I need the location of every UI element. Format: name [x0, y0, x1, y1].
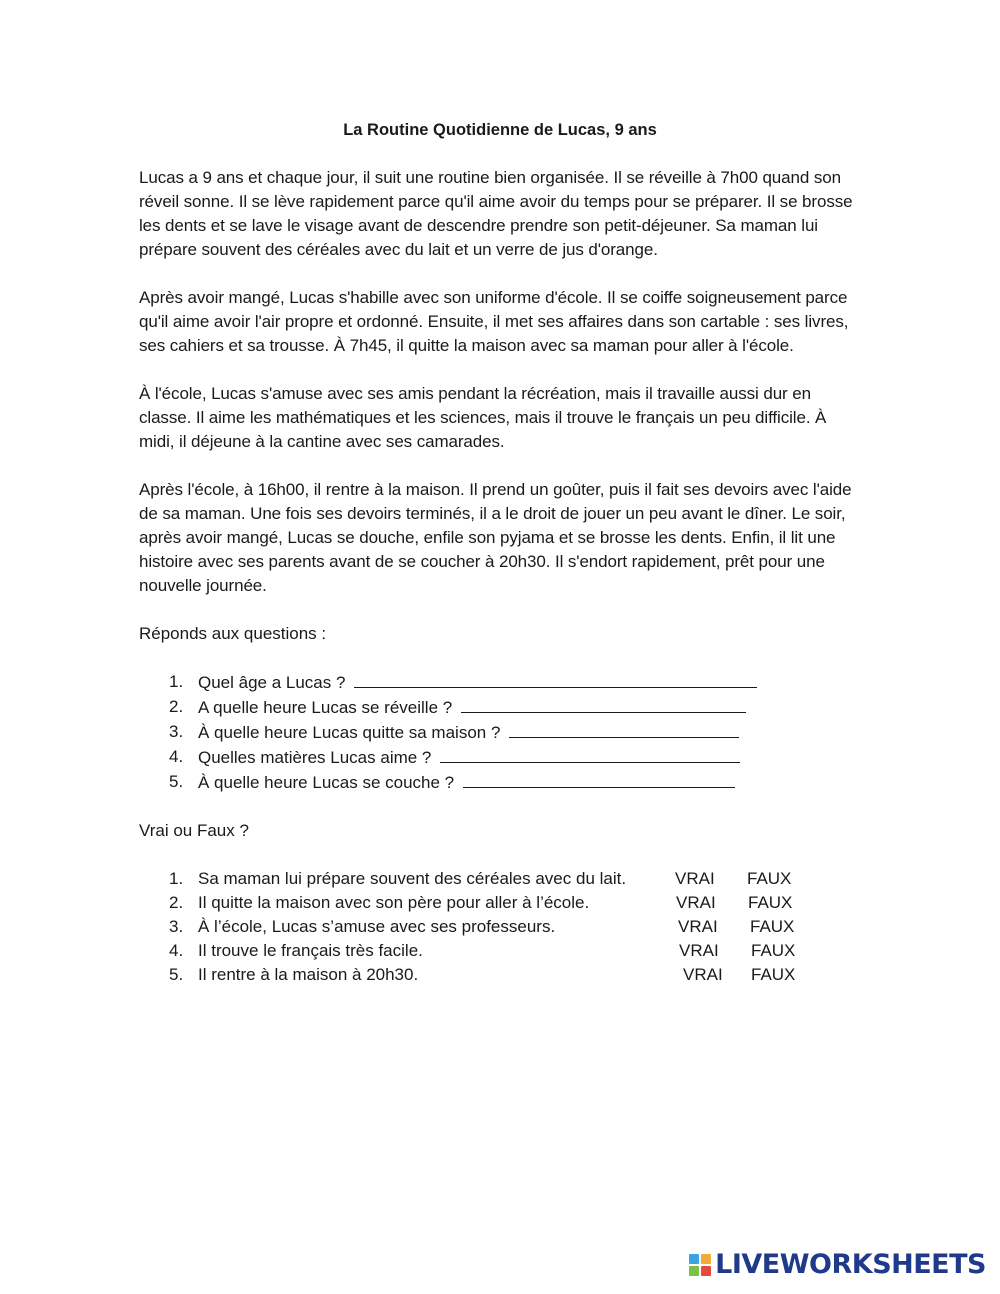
vrai-option[interactable]: VRAI: [676, 893, 716, 912]
truefalse-number: 1.: [169, 869, 184, 888]
faux-option[interactable]: FAUX: [751, 965, 796, 984]
question-number: 2.: [169, 697, 184, 716]
truefalse-item: [139, 891, 861, 915]
questions-label: Réponds aux questions :: [139, 624, 327, 643]
truefalse-item: [139, 963, 861, 987]
truefalse-number: 3.: [169, 917, 184, 936]
paragraph-4: Après l'école, à 16h00, il rentre à la maison. Il prend un goûter, puis il fait ses devoirs avec l'aide de sa maman. Une fois ses devoirs terminés, il a le droit de jouer un peu avant le dîner. Le soir, après avoir mangé, Lucas se douche, enfile son pyjama et se brosse les dents. Enfin, il lit une histoire avec ses parents avant de se coucher à 20h30. Il s'endort rapidement, prêt pour une nouvelle journée.: [139, 480, 852, 595]
faux-option[interactable]: FAUX: [748, 893, 793, 912]
truefalse-statement: À l’école, Lucas s’amuse avec ses professeurs.: [198, 917, 556, 936]
truefalse-statement: Il quitte la maison avec son père pour aller à l’école.: [198, 893, 590, 912]
answer-blank[interactable]: [463, 770, 735, 788]
truefalse-item: [139, 867, 861, 891]
question-text: Quel âge a Lucas ?: [198, 673, 346, 692]
vrai-option[interactable]: VRAI: [675, 869, 715, 888]
faux-option[interactable]: FAUX: [750, 917, 795, 936]
truefalse-list: [139, 867, 861, 987]
logo-block: [701, 1266, 711, 1276]
answer-blank[interactable]: [461, 695, 746, 713]
liveworksheets-logo[interactable]: [689, 1249, 986, 1280]
vrai-option[interactable]: VRAI: [678, 917, 718, 936]
question-number: 3.: [169, 722, 184, 741]
truefalse-number: 4.: [169, 941, 184, 960]
faux-option[interactable]: FAUX: [751, 941, 796, 960]
question-text: À quelle heure Lucas quitte sa maison ?: [198, 723, 501, 742]
answer-blank[interactable]: [440, 745, 740, 763]
vrai-option[interactable]: VRAI: [679, 941, 719, 960]
truefalse-number: 2.: [169, 893, 184, 912]
truefalse-item: [139, 915, 861, 939]
question-item: [139, 770, 861, 795]
paragraph-2: Après avoir mangé, Lucas s'habille avec son uniforme d'école. Il se coiffe soigneusement parce qu'il aime avoir l'air propre et ordonné. Ensuite, il met ses affaires dans son cartable : ses livres, ses cahiers et sa trousse. À 7h45, il quitte la maison avec sa maman pour aller à l'école.: [139, 288, 849, 355]
truefalse-statement: Sa maman lui prépare souvent des céréales avec du lait.: [198, 869, 627, 888]
truefalse-number: 5.: [169, 965, 184, 984]
faux-option[interactable]: FAUX: [747, 869, 792, 888]
logo-block: [689, 1254, 699, 1264]
worksheet-title: La Routine Quotidienne de Lucas, 9 ans: [343, 121, 657, 139]
paragraph-1: Lucas a 9 ans et chaque jour, il suit une routine bien organisée. Il se réveille à 7h00 quand son réveil sonne. Il se lève rapidement parce qu'il aime avoir du temps pour se préparer. Il se brosse les dents et se lave le visage avant de descendre prendre son petit-déjeuner. Sa maman lui prépare souvent des céréales avec du lait et un verre de jus d'orange.: [139, 168, 853, 259]
questions-list: [139, 670, 861, 795]
question-item: [139, 670, 861, 695]
question-text: A quelle heure Lucas se réveille ?: [198, 698, 453, 717]
truefalse-label: Vrai ou Faux ?: [139, 821, 249, 840]
question-item: [139, 720, 861, 745]
question-number: 4.: [169, 747, 184, 766]
question-item: [139, 695, 861, 720]
liveworksheets-logo-icon: [689, 1254, 711, 1276]
truefalse-item: [139, 939, 861, 963]
question-number: 5.: [169, 772, 184, 791]
paragraph-3: À l'école, Lucas s'amuse avec ses amis pendant la récréation, mais il travaille aussi dur en classe. Il aime les mathématiques et les sciences, mais il trouve le français un peu difficile. À midi, il déjeune à la cantine avec ses camarades.: [139, 384, 827, 451]
answer-blank[interactable]: [509, 720, 739, 738]
vrai-option[interactable]: VRAI: [683, 965, 723, 984]
question-number: 1.: [169, 672, 184, 691]
logo-block: [701, 1254, 711, 1264]
logo-text: LIVEWORKSHEETS: [715, 1249, 986, 1280]
truefalse-statement: Il trouve le français très facile.: [198, 941, 423, 960]
truefalse-statement: Il rentre à la maison à 20h30.: [198, 965, 419, 984]
question-text: Quelles matières Lucas aime ?: [198, 748, 432, 767]
question-text: À quelle heure Lucas se couche ?: [198, 773, 455, 792]
logo-block: [689, 1266, 699, 1276]
worksheet-page: [139, 114, 861, 1011]
answer-blank[interactable]: [354, 670, 757, 688]
question-item: [139, 745, 861, 770]
